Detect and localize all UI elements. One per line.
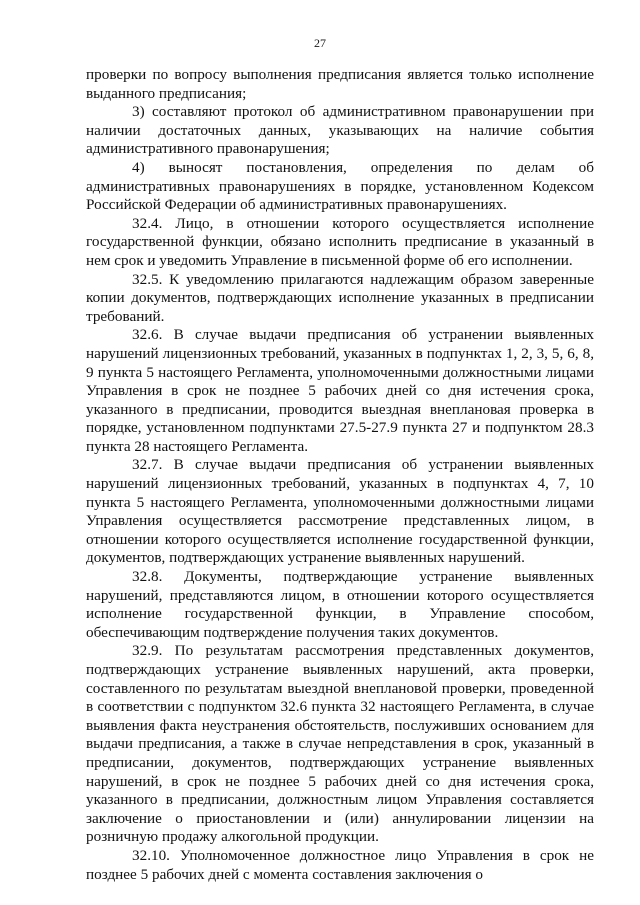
paragraph-32-5: 32.5. К уведомлению прилагаются надлежащим образом заверенные копии документов, подтверждающих исполнение указанных в предписании требований. bbox=[86, 270, 594, 325]
paragraph-32-4: 32.4. Лицо, в отношении которого осуществляется исполнение государственной функции, обязано исполнить предписание в указанный в нем срок и уведомить Управление в письменной форме об его исполнении. bbox=[86, 214, 594, 269]
paragraph-32-10: 32.10. Уполномоченное должностное лицо Управления в срок не позднее 5 рабочих дней с момента составления заключения о bbox=[86, 846, 594, 883]
paragraph-32-9: 32.9. По результатам рассмотрения представленных документов, подтверждающих устранение выявленных нарушений, акта проверки, составленного по результатам выездной внеплановой проверки, проведенной в соответствии с подпунктом 32.6 пункта 32 настоящего Регламента, в случае выявления факта неустранения обстоятельств, послуживших основанием для выдачи предписания, а также в случае непредставления в срок, указанный в предписании, документов, подтверждающих устранение выявленных нарушений, в срок не позднее 5 рабочих дней со дня истечения срока, указанного в предписании, должностным лицом Управления составляется заключение о приостановлении и (или) аннулировании лицензии на розничную продажу алкогольной продукции. bbox=[86, 642, 594, 846]
paragraph-item-4: 4) выносят постановления, определения по делам об административных правонарушениях в порядке, установленном Кодексом Российской Федерации об административных правонарушениях. bbox=[86, 158, 594, 214]
document-body bbox=[86, 66, 594, 884]
paragraph-32-7: 32.7. В случае выдачи предписания об устранении выявленных нарушений лицензионных требований, указанных в подпунктах 4, 7, 10 пункта 5 настоящего Регламента, уполномоченными должностными лицами Управления осуществляется рассмотрение представленных лицом, в отношении которого осуществляется исполнение государственной функции, документов, подтверждающих устранение выявленных нарушений. bbox=[86, 456, 594, 567]
paragraph-item-3: 3) составляют протокол об административном правонарушении при наличии достаточных данных, указывающих на наличие события административного правонарушения; bbox=[86, 103, 594, 158]
paragraph-32-6: 32.6. В случае выдачи предписания об устранении выявленных нарушений лицензионных требований, указанных в подпунктах 1, 2, 3, 5, 6, 8, 9 пункта 5 настоящего Регламента, уполномоченными должностными лицами Управления в срок не позднее 5 рабочих дней со дня истечения срока, указанного в предписании, проводится выездная внеплановая проверка в порядке, установленном подпунктами 27.5-27.9 пункта 27 и подпунктом 28.3 пункта 28 настоящего Регламента. bbox=[86, 326, 594, 455]
paragraph-continuation: проверки по вопросу выполнения предписания является только исполнение выданного предписания; bbox=[86, 66, 594, 102]
paragraph-32-8: 32.8. Документы, подтверждающие устранение выявленных нарушений, представляются лицом, в отношении которого осуществляется исполнение государственной функции, в Управление способом, обеспечивающим подтверждение получения таких документов. bbox=[86, 568, 594, 641]
page-number: 27 bbox=[314, 36, 326, 50]
